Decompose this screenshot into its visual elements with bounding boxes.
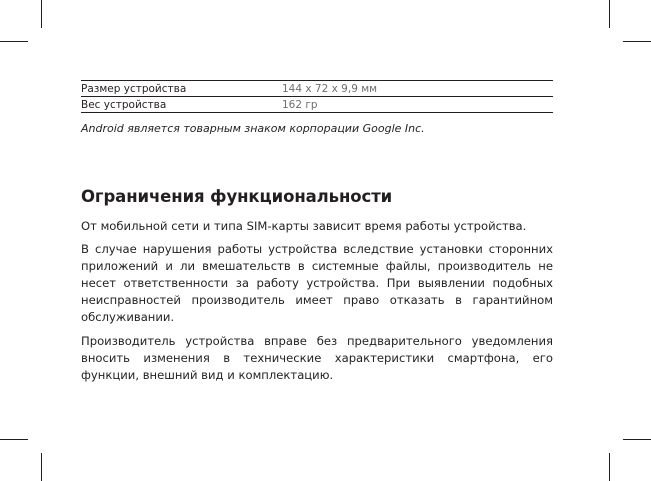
section-title: Ограничения функциональности bbox=[81, 187, 393, 206]
crop-mark-top-left-horizontal bbox=[0, 41, 28, 42]
crop-mark-bottom-left-vertical bbox=[41, 453, 42, 481]
spec-param-value: 162 гр bbox=[282, 99, 318, 111]
spec-param-label: Размер устройства bbox=[81, 83, 187, 95]
trademark-note: Android является товарным знаком корпорации Google Inc. bbox=[81, 122, 425, 135]
paragraph: От мобильной сети и типа SIM-карты зависит время работы устройства. bbox=[81, 219, 527, 233]
spec-row-weight bbox=[81, 97, 553, 113]
spec-row-size bbox=[81, 81, 553, 97]
page-content bbox=[81, 80, 553, 384]
crop-mark-top-left-vertical bbox=[41, 0, 42, 28]
crop-mark-bottom-right-horizontal bbox=[623, 439, 651, 440]
spec-table bbox=[81, 80, 553, 113]
spec-param-value: 144 x 72 x 9,9 мм bbox=[282, 83, 378, 95]
spec-param-label: Вес устройства bbox=[81, 99, 167, 111]
paragraph: В случае нарушения работы устройства вследствие установки сторонних приложений и ли вмешательств в системные файлы, производитель не несет ответственности за работу устройства. При выявлении подобных неисправностей производитель имеет право отказать в гарантийном обслуживании. bbox=[81, 242, 553, 325]
crop-mark-top-right-horizontal bbox=[623, 41, 651, 42]
crop-mark-bottom-right-vertical bbox=[609, 453, 610, 481]
crop-mark-bottom-left-horizontal bbox=[0, 439, 28, 440]
crop-mark-top-right-vertical bbox=[609, 0, 610, 28]
paragraph: Производитель устройства вправе без предварительного уведомления вносить изменения в технические характеристики смартфона, его функции, внешний вид и комплектацию. bbox=[81, 333, 553, 382]
